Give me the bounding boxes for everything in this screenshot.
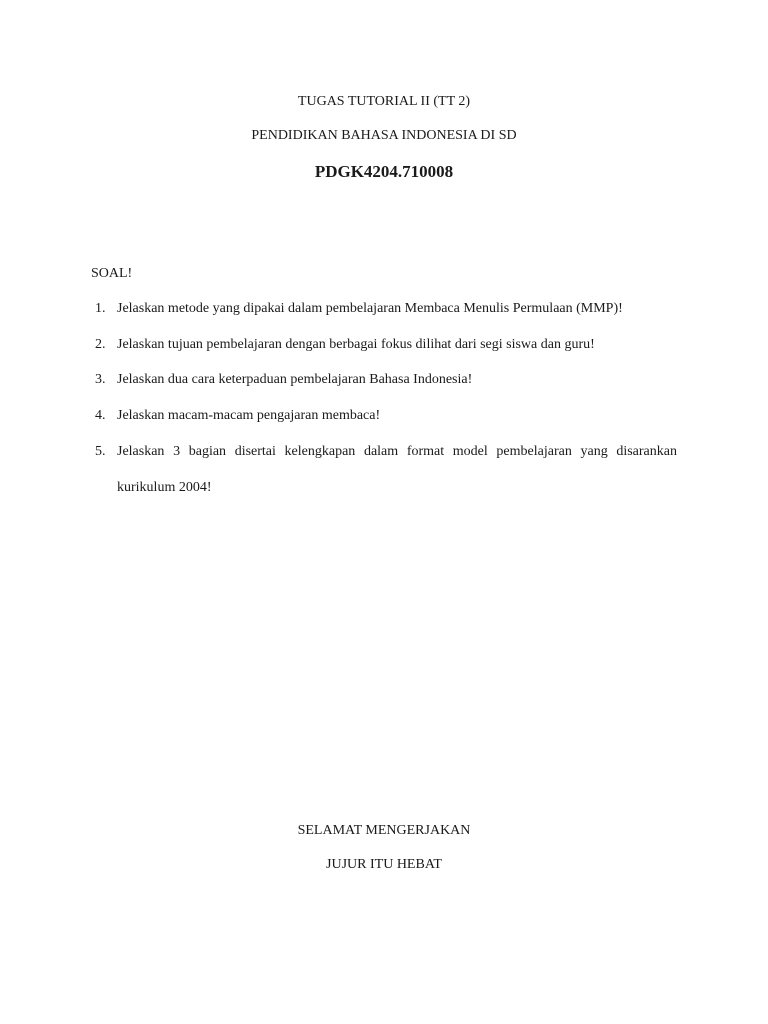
question-number: 1.	[95, 301, 106, 316]
document-title: TUGAS TUTORIAL II (TT 2)	[297, 94, 471, 109]
question-text: Jelaskan metode yang dipakai dalam pembelajaran Membaca Menulis Permulaan (MMP)!	[117, 301, 623, 316]
question-text-continuation: kurikulum 2004!	[117, 480, 212, 495]
course-subject: PENDIDIKAN BAHASA INDONESIA DI SD	[251, 128, 517, 143]
question-number: 5.	[95, 444, 106, 459]
soal-heading: SOAL!	[91, 266, 133, 281]
closing-motto: JUJUR ITU HEBAT	[326, 857, 442, 872]
course-code: PDGK4204.710008	[314, 162, 454, 181]
question-text: Jelaskan macam-macam pengajaran membaca!	[117, 408, 381, 423]
question-number: 2.	[95, 337, 106, 352]
question-text: Jelaskan dua cara keterpaduan pembelajaran Bahasa Indonesia!	[117, 372, 473, 387]
question-text: Jelaskan 3 bagian disertai kelengkapan dalam format model pembelajaran yang disarankan	[117, 444, 677, 459]
closing-message: SELAMAT MENGERJAKAN	[297, 823, 471, 838]
question-number: 4.	[95, 408, 106, 423]
question-number: 3.	[95, 372, 106, 387]
question-text: Jelaskan tujuan pembelajaran dengan berbagai fokus dilihat dari segi siswa dan guru!	[117, 337, 595, 352]
